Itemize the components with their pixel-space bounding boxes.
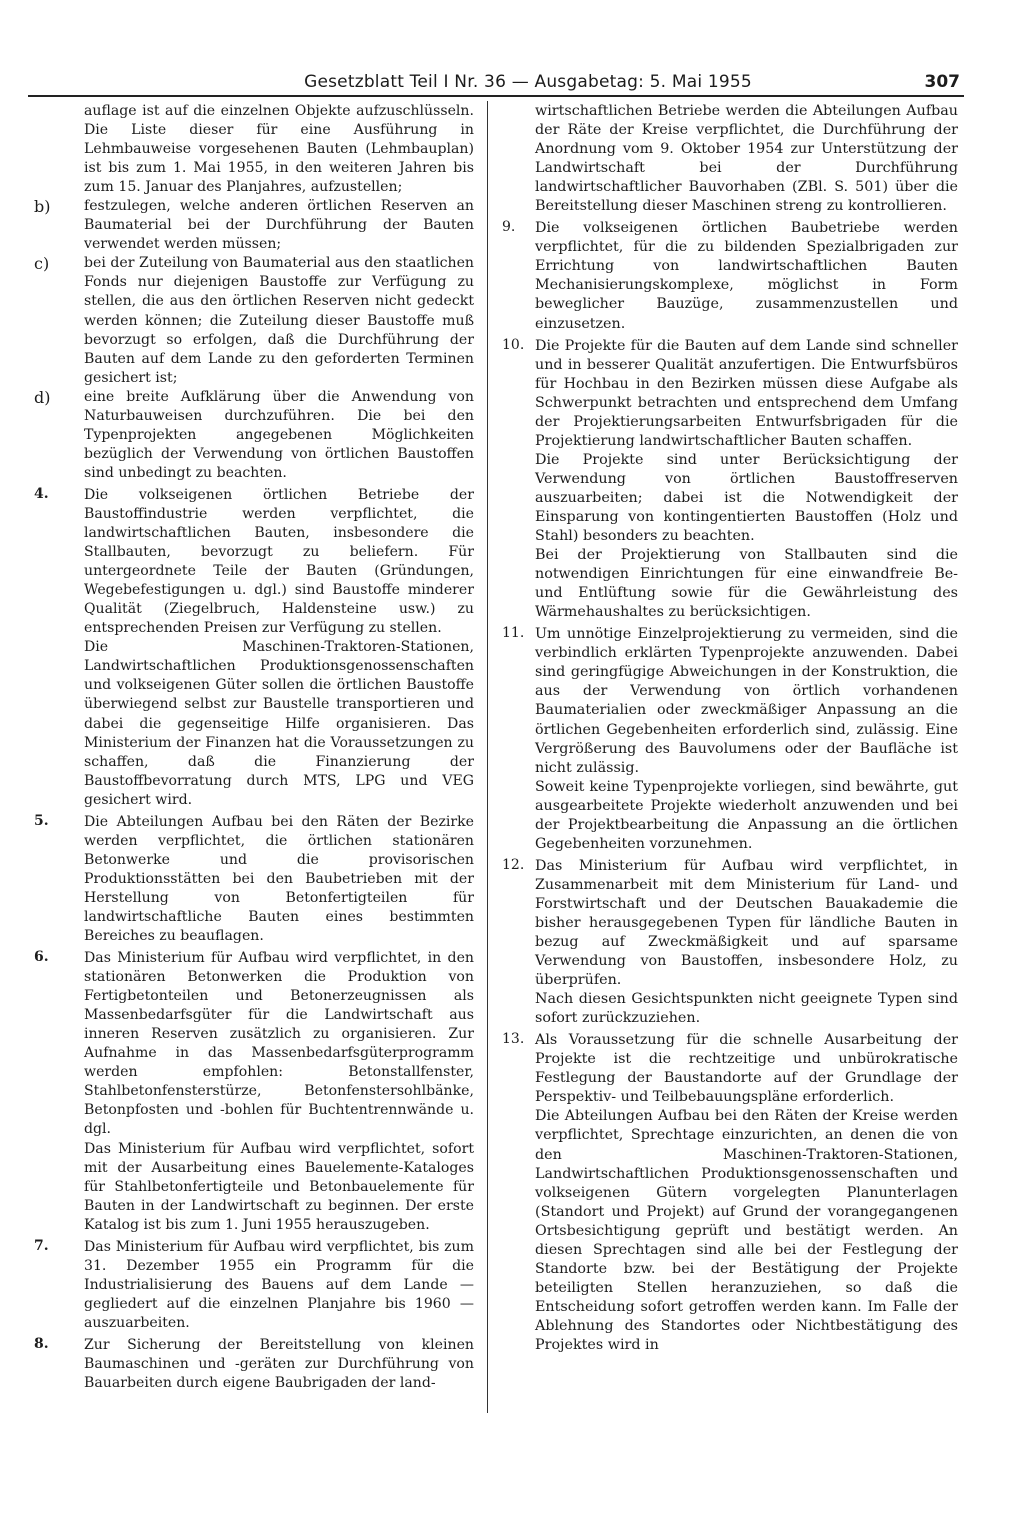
section-5 xyxy=(34,813,474,946)
item-text: festzulegen, welche anderen örtlichen Reserven an Baumaterial bei der Durchführung der Bauten verwendet werden müssen; xyxy=(84,198,474,253)
section-paragraph: Die Maschinen-Traktoren-Stationen, Landwirtschaftlichen Produktionsgenossenschaften und volkseigenen Güter sollen die örtlichen Baustoffe überwiegend selbst zur Baustelle transportieren und dabei die gegenseitige Hilfe organisieren. Das Ministerium der Finanzen hat die Voraussetzungen zu schaffen, daß die Finanzierung der Baustoffbevorratung durch MTS, LPG und VEG gesichert wird. xyxy=(84,639,474,808)
section-13 xyxy=(500,1031,958,1355)
section-number: 12. xyxy=(502,856,525,873)
section-number: 5. xyxy=(34,812,49,829)
item-text: eine breite Aufklärung über die Anwendung von Naturbauweisen durchzuführen. Die bei den Typenprojekten angegebenen Möglichkeiten bezüglich der Verwendung von örtlichen Baustoffen sind unbedingt zu beachten. xyxy=(84,388,474,481)
item-label: d) xyxy=(34,387,51,407)
section-number: 9. xyxy=(502,219,516,236)
section-number: 10. xyxy=(502,336,525,353)
section-paragraph: Das Ministerium für Aufbau wird verpflichtet, in Zusammenarbeit mit dem Ministerium für Land- und Forstwirtschaft und der Deutschen Bauakademie die bisher herausgegebenen Typen für ländliche Bauten in bezug auf Zweckmäßigkeit und auf sparsame Verwendung von Baustoffen, insbesondere Holz, zu überprüfen. xyxy=(535,857,958,989)
section-paragraph: Das Ministerium für Aufbau wird verpflichtet, in den stationären Betonwerken die Produktion von Fertigbetonteilen und Betonerzeugnissen als Massenbedarfsgüter für die Landwirtschaft aus inneren Reserven zusätzlich zu organisieren. Zur Aufnahme in das Massenbedarfsgüterprogramm werden empfohlen: Betonstallfenster, Stahlbetonfensterstürze, Betonfenstersohlbänke, Betonpfosten und -bohlen für Buchtentrennwände u. dgl. xyxy=(84,950,474,1138)
section-paragraph: Zur Sicherung der Bereitstellung von kleinen Baumaschinen und -geräten zur Durchführung von Bauarbeiten durch eigene Baubrigaden der land- xyxy=(84,1337,474,1392)
list-item-d xyxy=(34,388,474,483)
page-number: 307 xyxy=(924,72,960,92)
right-column xyxy=(500,102,958,1355)
section-paragraph: Die Abteilungen Aufbau bei den Räten der Bezirke werden verpflichtet, die örtlichen stationären Betonwerke und die provisorischen Produktionsstätten bei den Baubetrieben mit der Herstellung von Betonfertigteilen für landwirtschaftliche Bauten eines bestimmten Bereiches zu beauflagen. xyxy=(84,813,474,945)
section-11 xyxy=(500,625,958,854)
section-6 xyxy=(34,949,474,1235)
left-continuation: auflage ist auf die einzelnen Objekte aufzuschlüsseln. Die Liste dieser für eine Ausführung in Lehmbauweise vorgesehenen Bauten (Lehmbauplan) ist bis zum 1. Mai 1955, in den weiteren Jahren bis zum 15. Januar des Planjahres, aufzustellen; xyxy=(84,103,474,196)
section-number: 13. xyxy=(502,1031,525,1048)
list-item-b xyxy=(34,197,474,254)
column-divider xyxy=(487,101,488,1413)
section-12 xyxy=(500,857,958,1028)
section-number: 6. xyxy=(34,949,49,966)
section-paragraph: Die Projekte sind unter Berücksichtigung der Verwendung von örtlichen Baustoffreserven auszuarbeiten; dabei ist die Notwendigkeit der Einsparung von kontingentierten Baustoffen (Holz und Stahl) besonders zu beachten. xyxy=(535,451,958,545)
section-paragraph: Die Projekte für die Bauten auf dem Lande sind schneller und in besserer Qualität anzufertigen. Die Entwurfsbüros für Hochbau in den Bezirken müssen diese Aufgabe als Schwerpunkt betrachten und entsprechend dem Umfang der Projektierungsarbeiten Entwurfsbrigaden für die Projektierung landwirtschaftlicher Bauten schaffen. xyxy=(535,337,958,449)
item-label: b) xyxy=(34,197,51,217)
right-continuation: wirtschaftlichen Betriebe werden die Abteilungen Aufbau der Räte der Kreise verpflichtet, die Durchführung der Anordnung vom 9. Oktober 1954 zur Unterstützung der Landwirtschaft bei der Durchführung landwirtschaftlicher Bauvorhaben (ZBl. S. 501) über die Bereitstellung dieser Maschinen streng zu kontrollieren. xyxy=(535,103,958,215)
left-column xyxy=(34,102,474,1393)
section-number: 4. xyxy=(34,485,49,502)
section-number: 7. xyxy=(34,1237,49,1254)
section-paragraph: Die volkseigenen örtlichen Baubetriebe werden verpflichtet, für die zu bildenden Spezialbrigaden zur Errichtung von landwirtschaftlichen Bauten Mechanisierungskomplexe, möglichst in Form beweglicher Bauzüge, zusammenzustellen und einzusetzen. xyxy=(535,220,958,332)
section-paragraph: Die Abteilungen Aufbau bei den Räten der Kreise werden verpflichtet, Sprechtage einzurichten, an denen die von den Maschinen-Traktoren-Stationen, Landwirtschaftlichen Produktionsgenossenschaften und volkseigenen Gütern vorgelegten Planunterlagen (Standort und Projekt) auf Grund der vorangegangenen Ortsbesichtigung geprüft und bestätigt werden. An diesen Sprechtagen sind alle bei der Festlegung der Standorte bzw. bei der Bestätigung der Projekte beteiligten Stellen heranzuziehen, so daß die Entscheidung sofort getroffen werden kann. Im Falle der Ablehnung des Standortes oder Nichtbestätigung des Projektes wird in xyxy=(535,1108,958,1353)
item-label: c) xyxy=(34,254,50,274)
section-paragraph: Bei der Projektierung von Stallbauten sind die notwendigen Einrichtungen für eine einwandfreie Be- und Entlüftung sowie für die Gewährleistung des Wärmehaushaltes zu berücksichtigen. xyxy=(535,547,958,621)
header-title: Gesetzblatt Teil I Nr. 36 — Ausgabetag: 5. Mai 1955 xyxy=(304,72,752,92)
header-rule xyxy=(28,95,964,97)
section-8 xyxy=(34,1336,474,1393)
section-paragraph: Soweit keine Typenprojekte vorliegen, sind bewährte, gut ausgearbeitete Projekte wiederholt anzuwenden und bei der Projektbearbeitung die Anpassung an die örtlichen Gegebenheiten vorzunehmen. xyxy=(535,778,958,852)
section-9 xyxy=(500,219,958,333)
section-paragraph: Das Ministerium für Aufbau wird verpflichtet, sofort mit der Ausarbeitung eines Bauelemente-Kataloges für Stahlbetonfertigteile und Betonbauelemente für Bauten in der Landwirtschaft zu beginnen. Der erste Katalog ist bis zum 1. Juni 1955 herauszugeben. xyxy=(84,1140,474,1233)
section-number: 11. xyxy=(502,625,525,642)
section-paragraph: Das Ministerium für Aufbau wird verpflichtet, bis zum 31. Dezember 1955 ein Programm für die Industrialisierung des Bauens auf dem Lande — gegliedert auf die einzelnen Planjahre bis 1960 — auszuarbeiten. xyxy=(84,1238,474,1331)
list-item-c xyxy=(34,254,474,387)
section-paragraph: Die volkseigenen örtlichen Betriebe der Baustoffindustrie werden verpflichtet, die landwirtschaftlichen Bauten, insbesondere die Stallbauten, bevorzugt zu beliefern. Für untergeordnete Teile der Bauten (Gründungen, Wegebefestigungen u. dgl.) sind Baustoffe minderer Qualität (Ziegelbruch, Haldensteine usw.) zu entsprechenden Preisen zur Verfügung zu stellen. xyxy=(84,486,474,637)
section-paragraph: Als Voraussetzung für die schnelle Ausarbeitung der Projekte ist die rechtzeitige und unbürokratische Festlegung der Baustandorte auf der Grundlage der Perspektiv- und Teilbebauungspläne erforderlich. xyxy=(535,1032,958,1106)
section-7 xyxy=(34,1238,474,1333)
section-number: 8. xyxy=(34,1336,49,1352)
item-text: bei der Zuteilung von Baumaterial aus den staatlichen Fonds nur diejenigen Baustoffe zur Verfügung zu stellen, die aus den örtlichen Reserven nicht gedeckt werden können; die Zuteilung dieser Baustoffe muß bevorzugt so erfolgen, daß die Durchführung der Bauten auf dem Lande zu den geforderten Terminen gesichert ist; xyxy=(84,255,474,386)
section-4 xyxy=(34,486,474,810)
section-10 xyxy=(500,337,958,623)
section-paragraph: Um unnötige Einzelprojektierung zu vermeiden, sind die verbindlich erklärten Typenprojekte anzuwenden. Dabei sind geringfügige Abweichungen in der Konstruktion, die aus der Verwendung von örtlich vorhandenen Baumaterialien oder zweckmäßiger Anpassung an die örtlichen Gegebenheiten erforderlich sind, zulässig. Eine Vergrößerung des Bauvolumens oder der Baufläche ist nicht zulässig. xyxy=(535,626,958,776)
section-paragraph: Nach diesen Gesichtspunkten nicht geeignete Typen sind sofort zurückzuziehen. xyxy=(535,991,958,1027)
